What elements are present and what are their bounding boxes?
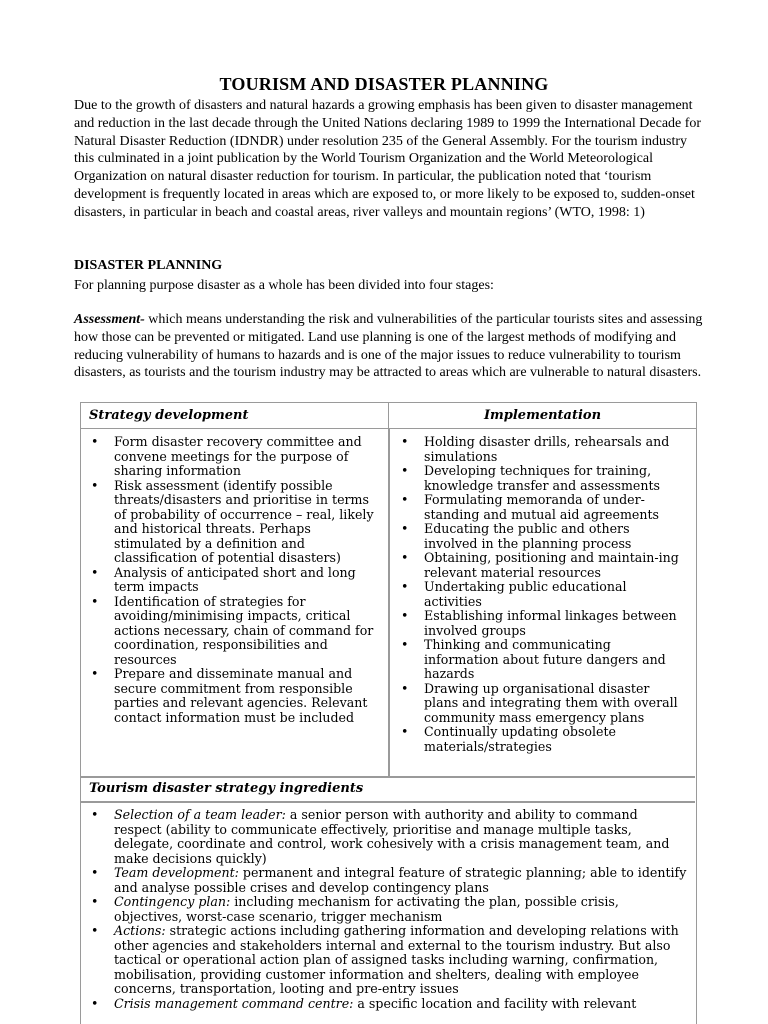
list-item: • Drawing up organisational disaster plans and integrating them with overall community mass emergency plans — [399, 682, 687, 726]
intro-paragraph: Due to the growth of disasters and natural hazards a growing emphasis has been given to disaster management and reduction in the last decade through the United Nations declaring 1989 to 1999 the International Decade for Natural Disaster Reduction (IDNDR) under resolution 235 of the General Assembly. For the tourism industry this culminated in a joint publication by the World Tourism Organization and the World Meteorological Organization on natural disaster reduction for tourism. In particular, the publication noted that ‘tourism development is frequently located in areas which are exposed to, or more likely to be exposed to, sudden-onset disasters, in particular in beach and coastal areas, river valleys and mountain regions’ (WTO, 1998: 1) — [74, 98, 702, 220]
ingredient-term: Selection of a team leader: — [114, 807, 286, 822]
list-item: • Establishing informal linkages between involved groups — [399, 609, 687, 638]
strategy-table — [80, 402, 697, 1024]
implementation-header: Implementation — [389, 403, 696, 429]
ingredient-text: a specific location and facility with relevant — [353, 995, 637, 1011]
strategy-development-header: Strategy development — [81, 403, 389, 429]
implementation-list — [399, 435, 687, 754]
page-title: TOURISM AND DISASTER PLANNING — [219, 74, 549, 94]
list-item: • Form disaster recovery committee and convene meetings for the purpose of sharing information — [89, 435, 381, 479]
ingredient-text: strategic actions including gathering information and developing relations with other agencies and stakeholders internal and external to the tourism industry. But also tactical or operational action plan of assigned tasks including warning, confirmation, mobilisation, providing customer information and shelters, dealing with employee concerns, transportation, looting and pre-entry issues — [114, 923, 679, 996]
list-item: • Developing techniques for training, knowledge transfer and assessments — [399, 464, 687, 493]
assessment-text: which means understanding the risk and vulnerabilities of the particular tourists sites and assessing how those can be prevented or mitigated. Land use planning is one of the largest methods of modifying and reducing vulnerability of humans to hazards and is one of the major issues to reduce vulnerability to tourism disasters, as tourists and the tourism industry may be attracted to areas which are vulnerable to natural disasters. — [74, 312, 703, 381]
list-item: • Risk assessment (identify possible threats/disasters and prioritise in terms of probability of occurrence – real, likely and historical threats. Perhaps stimulated by a definition and classification of potential disasters) — [89, 479, 381, 566]
list-item — [89, 997, 689, 1012]
list-item: • Continually updating obsolete materials/strategies — [399, 725, 687, 754]
list-item — [89, 924, 689, 997]
ingredient-term: Actions: — [114, 923, 166, 938]
ingredient-term: Contingency plan: — [114, 894, 231, 909]
ingredients-list — [89, 808, 689, 1011]
ingredient-text: a senior person with authority and ability to command respect (ability to communicate effectively, prioritise and manage multiple tasks, delegate, coordinate and control, work cohesively with a crisis management team, and make decisions quickly) — [114, 807, 670, 866]
column-divider — [388, 429, 390, 777]
section-intro: For planning purpose disaster as a whole has been divided into four stages: — [74, 278, 494, 293]
strategy-development-list — [89, 435, 381, 725]
assessment-term: Assessment- — [74, 312, 145, 327]
ingredients-header: Tourism disaster strategy ingredients — [89, 781, 364, 796]
list-item: • Obtaining, positioning and maintain-ing relevant material resources — [399, 551, 687, 580]
list-item — [89, 866, 689, 895]
list-item — [89, 808, 689, 866]
list-item: • Undertaking public educational activities — [399, 580, 687, 609]
list-item: • Holding disaster drills, rehearsals and simulations — [399, 435, 687, 464]
list-item: • Prepare and disseminate manual and secure commitment from responsible parties and relevant agencies. Relevant contact information must be included — [89, 667, 381, 725]
list-item: • Identification of strategies for avoiding/minimising impacts, critical actions necessary, chain of command for coordination, responsibilities and resources — [89, 595, 381, 668]
list-item: • Formulating memoranda of under-standing and mutual aid agreements — [399, 493, 687, 522]
list-item: • Educating the public and others involved in the planning process — [399, 522, 687, 551]
ingredient-text: permanent and integral feature of strategic planning; able to identify and analyse possible crises and develop contingency plans — [114, 865, 687, 895]
section-heading: DISASTER PLANNING — [74, 258, 223, 273]
list-item: • Analysis of anticipated short and long term impacts — [89, 566, 381, 595]
assessment-paragraph — [74, 311, 704, 382]
list-item: • Thinking and communicating information about future dangers and hazards — [399, 638, 687, 682]
ingredient-term: Team development: — [114, 865, 239, 880]
ingredient-text: including mechanism for activating the plan, possible crisis, objectives, worst-case scenario, trigger mechanism — [114, 894, 619, 924]
table-divider — [81, 776, 695, 778]
ingredient-term: Crisis management command centre: — [114, 995, 354, 1011]
table-divider — [81, 801, 695, 803]
list-item — [89, 895, 689, 924]
